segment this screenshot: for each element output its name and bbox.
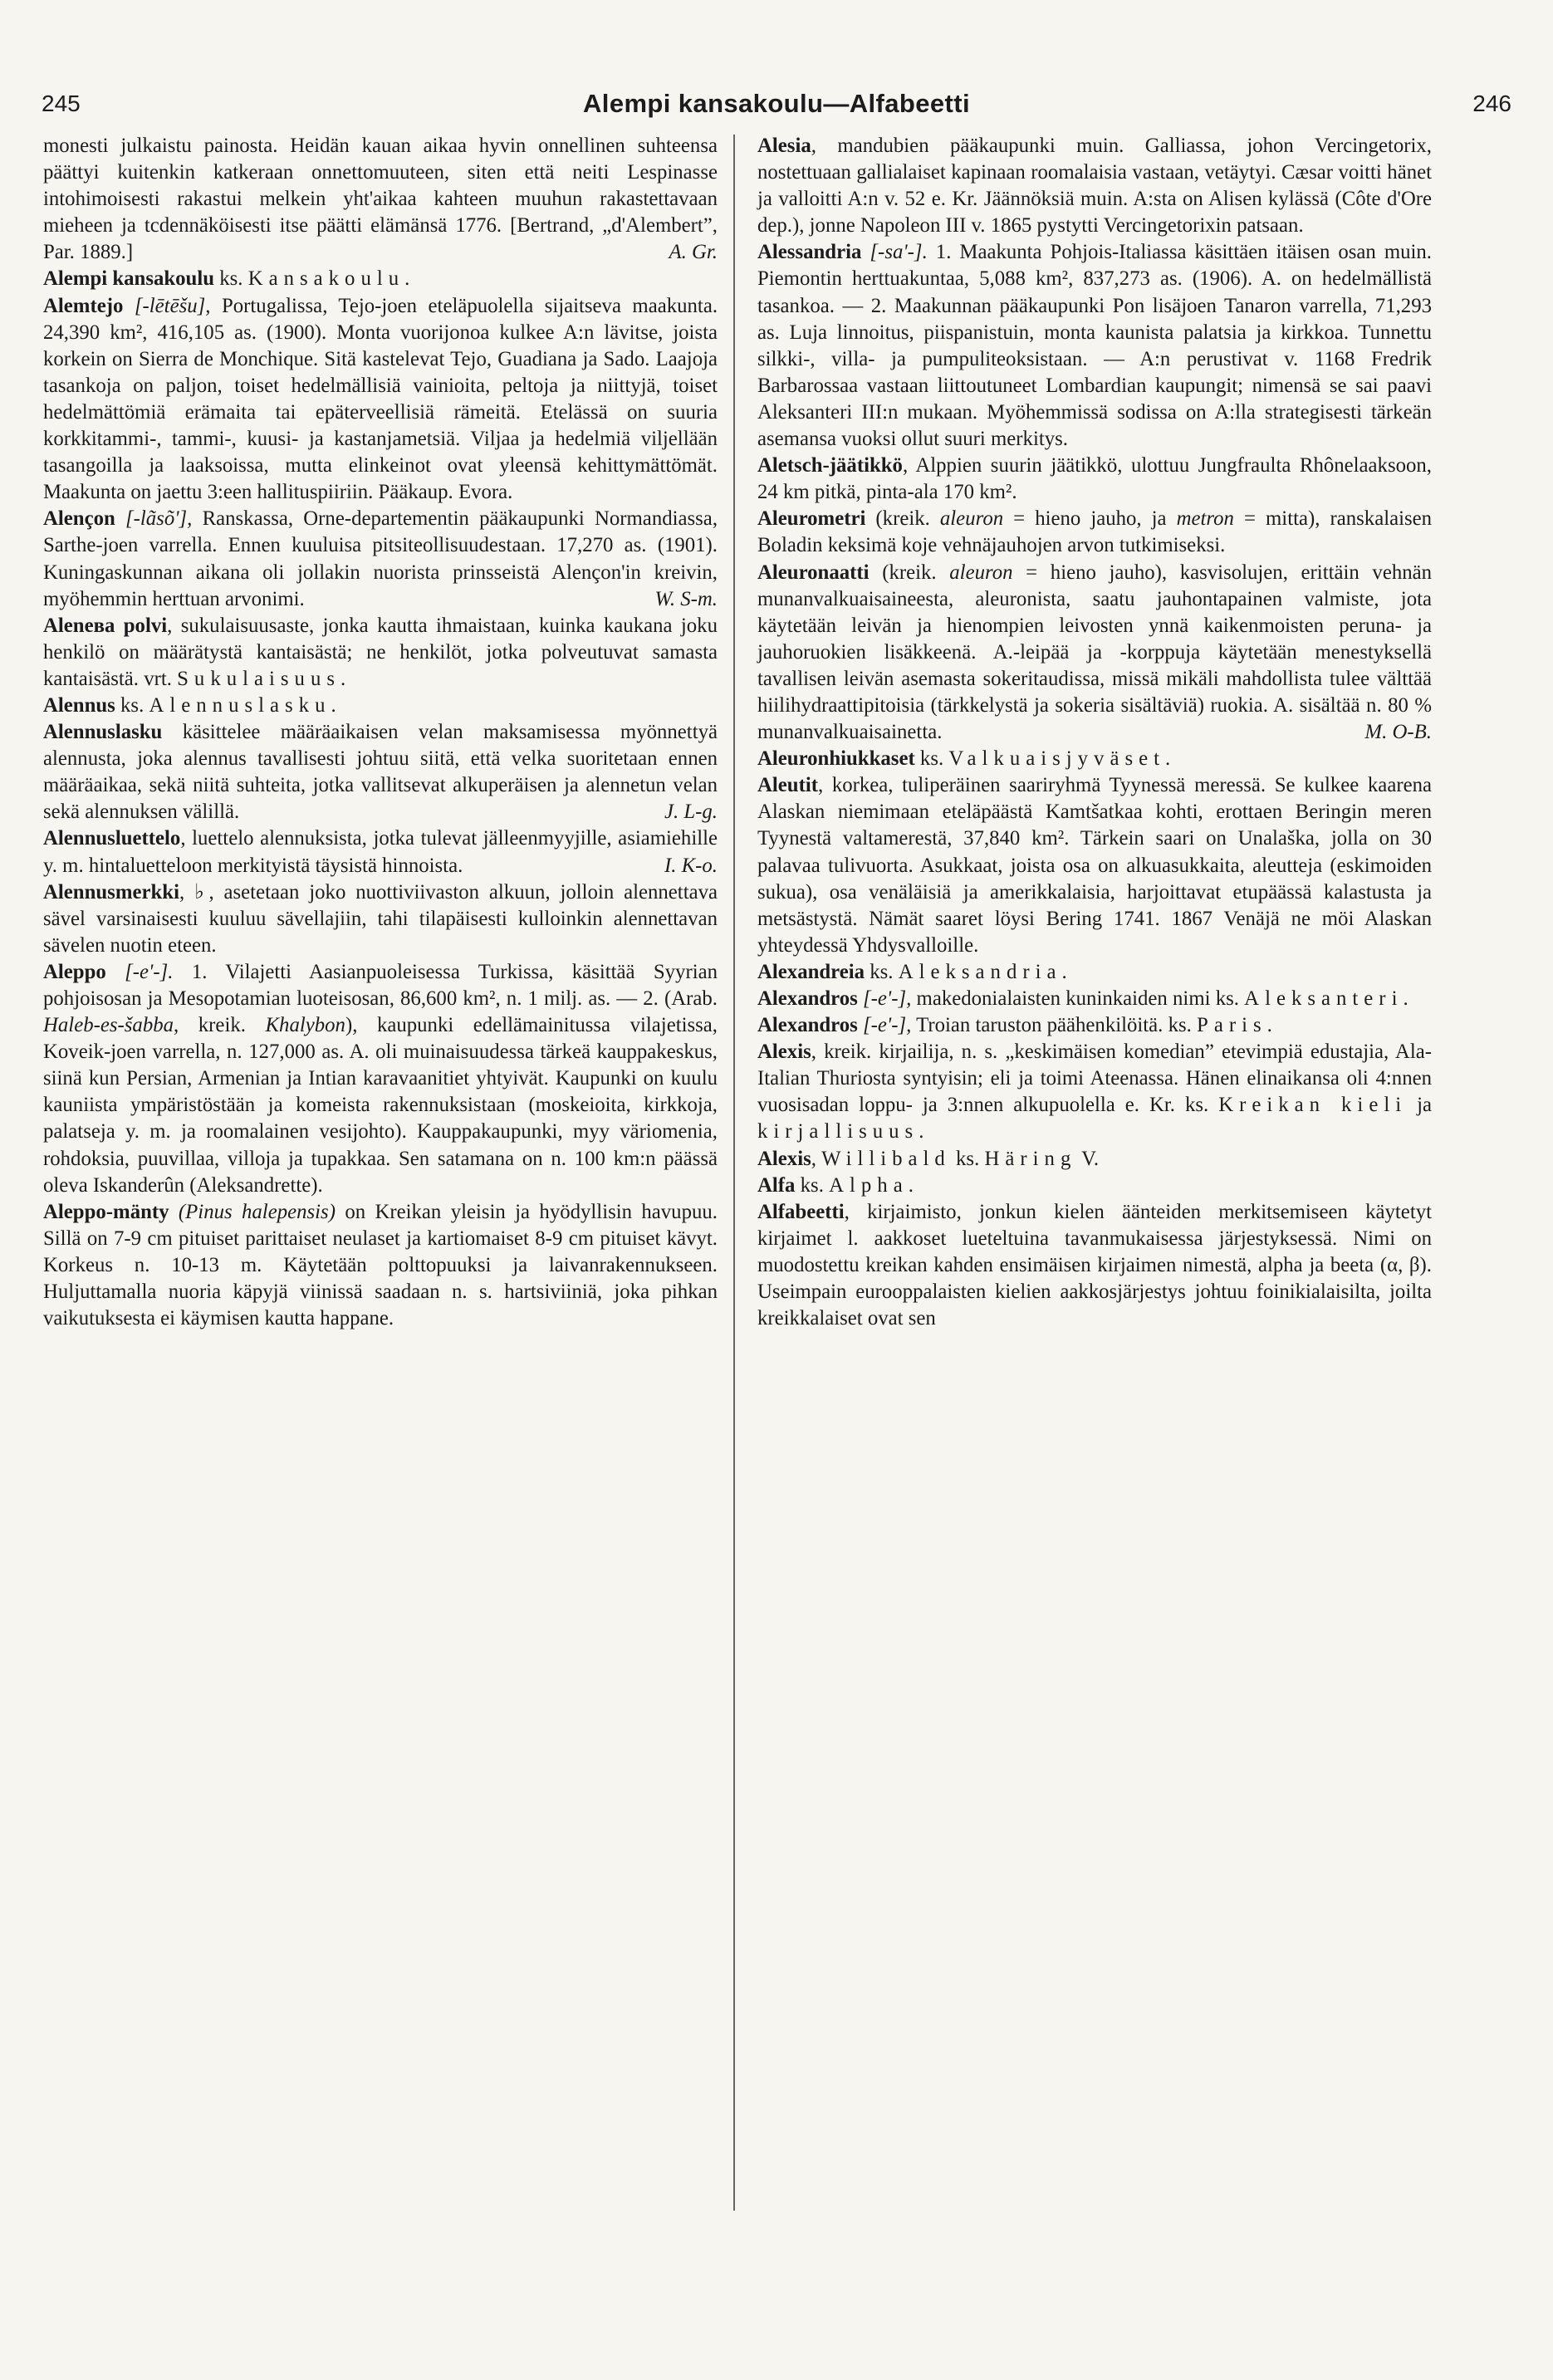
latin-name: (Pinus halepensis) (178, 1200, 336, 1223)
cross-reference: Alpha. (829, 1173, 919, 1197)
cross-reference: Kreikan kieli (1218, 1094, 1408, 1117)
entry-text: on Kreikan yleisin ja hyödyllisin havupuu. Sillä on 7-9 cm pituiset parittaiset neulaset ja kartiomaiset 8-9 cm pituiset kävyt. Korkeus n. 10-13 m. Käytetään polttopuuksi ja laivanrakennukseen. Huljuttamalla nuoria käpyjä viinissä saadaan n. s. hartsiviiniä, joka pihkan vaikutuksesta ei käymisen kautta happane. (43, 1200, 718, 1330)
entry-aleuronhiukkaset: Aleuronhiukkaset ks. Valkuaisjyväset. (757, 747, 1177, 771)
author-signature: M. O-B. (1364, 721, 1432, 744)
entry-alfa: Alfa ks. Alpha. (757, 1173, 919, 1197)
headword: Aletsch-jäätikkö (757, 454, 903, 477)
headword: Aleutit (757, 774, 818, 797)
entry-aleutit: Aleutit, korkea, tuliperäinen saariryhmä Tyynessä meressä. Se kulkee kaarena Alaskan niemimaan eteläpäästä Kamtšatkaa kohti, erottaen Beringin meren Tyynestä valtamerestä, 37,840 km². Tärkein saari on Unalaška, jolla on 30 palavaa tulivuorta. Asukkaat, joista osa on alkuasukkaita, aleutteja (eskimoiden sukua), osa venäläisiä ja amerikkalaisia, harjoittavat etupäässä kalastusta ja metsästystä. Nämät saaret löysi Bering 1741. 1867 Venäjä ne möi Alaskan yhteydessä Yhdysvalloille. (757, 774, 1432, 957)
headword: Alfabeetti (757, 1200, 845, 1223)
headword: Alesia (757, 135, 811, 157)
headword: Alemtejo (43, 294, 124, 317)
entry-text: Portugalissa, Tejo-joen eteläpuolella sijaitseva maakunta. 24,390 km², 416,105 as. (1900). Monta vuorijonoa kulkee A:n lävitse, joista korkein on Sierra de Monchique. Sitä kastelevat Tejo, Guadiana ja Sado. Laajoja tasankoja on paljon, toiset hedelmällisiä vainioita, peltoja ja niittyjä, toiset hedelmättömiä erämaita tai epäterveellisiä rämeitä. Etelässä on suuria korkkitammi-, tammi-, kuusi- ja kastanjametsiä. Viljaa ja hedelmiä viljellään tasangoilla ja laaksoissa, mutta elinkeinot ovat yleensä kehittymättömät. Maakunta on jaettu 3:een hallituspiiriin. Pääkaup. Evora. (43, 294, 718, 504)
headword: Alexis (757, 1147, 811, 1170)
headword: Alessandria (757, 241, 862, 264)
author-signature: I. K-o. (664, 854, 718, 877)
entry-alfabeetti: Alfabeetti, kirjaimisto, jonkun kielen äänteiden merkitsemiseen käytetyt kirjaimet l. aakkoset lueteltuina tavanmukaisessa järjestyksessä. Nimi on muodostettu kreikan kahden ensimäisen kirjaimen nimestä, alpha ja beeta (α, β). Useimpain eurooppalaisten kielien aakkosjärjestys johtuu foinikialaisilta, joilta kreikkalaiset ovat sen (757, 1200, 1432, 1330)
cross-reference: Aleksandria. (898, 960, 1073, 983)
entry-text: Ranskassa, Orne-departementin pääkaupunki Normandiassa, Sarthe-joen varrella. Ennen kuuluisa pitsiteollisuudestaan. 17,270 as. (1901). Kuningaskunnan aikana oli jollakin nuorista prinsseistä Alençon'in kreivin, myöhemmin herttuan arvonimi. (43, 507, 718, 610)
entry-text: käsittelee määräaikaisen velan maksamisessa myönnettyä alennusta, joka alennus tavallisesti johtuu siitä, että velka suoritetaan ennen määräaikaa, sekä niitä suhteita, jotka vallitsevat alkuperäisen ja alennetun velan sekä alennuksen välillä. (43, 721, 718, 824)
headword: Alexis (757, 1041, 811, 1064)
left-column (43, 133, 718, 1332)
entry-alexandros-2: Alexandros [-e'-], Troian taruston päähenkilöitä. ks. Paris. (757, 1014, 1278, 1037)
entry-alexandros-1: Alexandros [-e'-], makedonialaisten kuninkaiden nimi ks. Aleksanteri. (757, 987, 1414, 1010)
cross-reference: Häring (984, 1147, 1077, 1170)
left-page-number: 245 (42, 91, 81, 116)
pronunciation: [-e'-], (863, 1014, 912, 1037)
column-divider (733, 135, 735, 2211)
entry-text: kirjaimisto, jonkun kielen äänteiden merkitsemiseen käytetyt kirjaimet l. aakkoset lueteltuina tavanmukaisessa järjestyksessä. Nimi on muodostettu kreikan kahden ensimäisen kirjaimen nimestä, alpha ja beeta (α, β). Useimpain eurooppalaisten kielien aakkosjärjestys johtuu foinikialaisilta, joilta kreikkalaiset ovat sen (757, 1200, 1432, 1330)
entry-alennusmerkki: Alennusmerkki, ♭, asetetaan joko nuottiviivaston alkuun, jolloin alennettava sävel varsinaisesti kuuluu sävellajiin, tahi tilapäisesti kulloinkin alennettavan sävelen nuotin eteen. (43, 880, 718, 957)
headword: Alempi kansakoulu (43, 267, 215, 291)
headword: Alexandros (757, 987, 858, 1010)
cross-reference: Sukulaisuus. (177, 667, 352, 690)
entry-alexis: Alexis, kreik. kirjailija, n. s. „keskimäisen komedian” etevimpiä edustajia, Ala-Italian Thuriosta syntyisin; eli ja toimi Ateenassa. Hänen elinaikansa oli 4:nnen vuosisadan loppu- ja 3:nnen alkupuolella e. Kr. ks. Kreikan kieli ja kirjallisuus. (757, 1041, 1432, 1143)
entry-alessandria (757, 239, 1432, 453)
headword: Aleuronaatti (757, 561, 870, 584)
cross-reference: Paris. (1197, 1014, 1278, 1037)
pronunciation: [-lãsõ'], (125, 507, 193, 531)
cross-reference: kirjallisuus. (757, 1120, 930, 1143)
entry-text: kreik. kirjailija, n. s. „keskimäisen komedian” etevimpiä edustajia, Ala-Italian Thuriosta syntyisin; eli ja toimi Ateenassa. Hänen elinaikansa oli 4:nnen vuosisadan loppu- ja 3:nnen alkupuolella e. Kr. ks. (757, 1041, 1432, 1117)
entry-alennusluettelo: Alennusluettelo, luettelo alennuksista, jotka tulevat jälleenmyyjille, asiamiehille y. m. hintaluetteloon merkityistä täysistä hinnoista. I. K-o. (43, 825, 718, 879)
headword: Alenева polvi (43, 614, 168, 637)
cross-reference: Kansakoulu. (247, 267, 416, 291)
running-title: Alempi kansakoulu—Alfabeetti (583, 89, 970, 118)
entry-aleuronaatti: Aleuronaatti (kreik. aleuron = hieno jauho), kasvisolujen, erittäin vehnän munanvalkuaisaineesta, aleuronista, saatu jauhontapainen valmiste, jota käytetään leivän ja hienompien leivosten ynnä kaikenmoisten peruna- ja jauhoruokien lisäkkeenä. A.-leipää ja -korppuja käytetään menestyksellä tavallisen leivän asemasta sokeritaudissa, missä mikäli mahdollista tulee välttää hiilihydraattipitoisia (tärkkelystä ja sokeria sisältäviä) ruokia. A. sisältää n. 80 % munanvalkuaisainetta. M. O-B. (757, 560, 1432, 747)
right-column (757, 133, 1432, 1332)
pronunciation: [-lētēšu], (134, 294, 211, 317)
entry-text: Alppien suurin jäätikkö, ulottuu Jungfraulta Rhônelaaksoon, 24 km pitkä, pinta-ala 170 km². (757, 454, 1432, 504)
cross-reference: Alennuslasku. (149, 693, 342, 717)
pronunciation: [-sa'-]. (870, 241, 928, 264)
entry-aleurometri: Aleurometri (kreik. aleuron = hieno jauho, ja metron = mitta), ranskalaisen Boladin keksimä koje vehnäjauhojen arvon tutkimiseksi. (757, 507, 1433, 557)
cross-reference: Aleksanteri. (1244, 987, 1414, 1010)
headword: Alençon (43, 507, 115, 531)
headword: Alexandreia (757, 960, 865, 983)
cross-reference: Valkuaisjyväset. (948, 747, 1177, 771)
headword: Aleppo-mänty (43, 1200, 169, 1223)
headword: Alennuslasku (43, 721, 163, 744)
headword: Alexandros (757, 1014, 858, 1037)
entry-aleppo-manty (43, 1199, 718, 1332)
entry-alemtejo (43, 293, 718, 507)
headword: Alfa (757, 1173, 796, 1197)
entry-alencon (43, 506, 718, 612)
entry-alexis-willibald: Alexis, Willibald ks. Häring V. (757, 1147, 1100, 1170)
entry-alennuslasku (43, 719, 718, 825)
right-page-number: 246 (1472, 91, 1511, 116)
entry-alexandreia: Alexandreia ks. Aleksandria. (757, 960, 1073, 983)
entry-text: ♭, asetetaan joko nuottiviivaston alkuun, jolloin alennettava sävel varsinaisesti kuuluu sävellajiin, tahi tilapäisesti kulloinkin alennettavan sävelen nuotin eteen. (43, 880, 718, 957)
entry-alesia: Alesia, mandubien pääkaupunki muin. Galliassa, johon Vercingetorix, nostettuaan gallialaiset kapinaan roomalaisia vastaan, vetäytyi. Cæsar voitti hänet ja valloitti A:n v. 52 e. Kr. Jäännöksiä muin. A:sta on Alisen kylässä (Côte d'Ore dep.), jonne Napoleon III v. 1865 pystytti Vercingetorixin patsaan. (757, 135, 1432, 238)
headword: Aleuronhiukkaset (757, 747, 915, 771)
pronunciation: [-e'-], (863, 987, 912, 1010)
headword: Alennus (43, 693, 115, 717)
author-signature: J. L-g. (664, 801, 718, 824)
entry-alempi-kansakoulu: Alempi kansakoulu ks. Kansakoulu. (43, 267, 416, 291)
entry-aleppo: Aleppo [-e'-]. 1. Vilajetti Aasianpuoleisessa Turkissa, käsittää Syyrian pohjoisosan ja Mesopotamian luoteisosan, 86,600 km², n. 1 milj. as. — 2. (Arab. Haleb-es-šabba, kreik. Khalybon), kaupunki edellämainitussa vilajetissa, Koveik-joen varrella, n. 127,000 as. A. oli muinaisuudessa tärkeä kauppakeskus, siinä kun Persian, Armenian ja Intian karavaanitiet yhtyivät. Kaupunki on kuulu kauniista ympäristöstään ja komeista rakennuksistaan (moskeioita, kirkkoja, palatseja y. m. ja roomalainen vesijohto). Kauppakaupunki, myy väriomenia, rohdoksia, puuvillaa, villoja ja tupakkaa. Sen satamana on n. 100 km:n päässä oleva Iskanderûn (Aleksandrette). (43, 960, 718, 1197)
author-signature: W. S-m. (654, 587, 718, 610)
headword: Alennusluettelo (43, 827, 181, 850)
entry-alenева-polvi: Alenева polvi, sukulaisuusaste, jonka kautta ihmaistaan, kuinka kaukana joku henkilö on määrätystä kantaisästä; ne henkilöt, jotka polveutuvat samasta kantaisästä. vrt. Sukulaisuus. (43, 614, 718, 690)
headword: Alennusmerkki (43, 880, 179, 904)
entry-alennus: Alennus ks. Alennuslasku. (43, 693, 342, 717)
pronunciation: [-e'-]. (125, 960, 174, 983)
entry-dalembert-continuation (43, 133, 718, 266)
headword: Aleppo (43, 960, 106, 983)
entry-text: luettelo alennuksista, jotka tulevat jälleenmyyjille, asiamiehille y. m. hintaluetteloon merkityistä täysistä hinnoista. (43, 827, 718, 877)
entry-aletsch: Aletsch-jäätikkö, Alppien suurin jäätikkö, ulottuu Jungfraulta Rhônelaaksoon, 24 km pitkä, pinta-ala 170 km². (757, 454, 1432, 504)
entry-text: sukulaisuusaste, jonka kautta ihmaistaan, kuinka kaukana joku henkilö on määrätystä kantaisästä; ne henkilöt, jotka polveutuvat samasta kantaisästä. vrt. (43, 614, 718, 690)
entry-text: monesti julkaistu painosta. Heidän kauan aikaa hyvin onnellinen suhteensa päättyi kuitenkin katkeraan onnettomuuteen, siten että neiti Lespinasse intohimoisesti rakastui melkein yht'aikaa kahteen muuhun rakastettavaan mieheen ja tcdennäköisesti itse päätti elämänsä 1776. [Bertrand, „d'Alembert”, Par. 1889.] (43, 135, 718, 264)
author-signature: A. Gr. (669, 241, 718, 264)
entry-text: mandubien pääkaupunki muin. Galliassa, johon Vercingetorix, nostettuaan gallialaiset kapinaan roomalaisia vastaan, vetäytyi. Cæsar voitti hänet ja valloitti A:n v. 52 e. Kr. Jäännöksiä muin. A:sta on Alisen kylässä (Côte d'Ore dep.), jonne Napoleon III v. 1865 pystytti Vercingetorixin patsaan. (757, 135, 1432, 238)
running-header (42, 83, 1511, 125)
entry-text: korkea, tuliperäinen saariryhmä Tyynessä meressä. Se kulkee kaarena Alaskan niemimaan eteläpäästä Kamtšatkaa kohti, erottaen Beringin meren Tyynestä valtamerestä, 37,840 km². Tärkein saari on Unalaška, jolla on 30 palavaa tulivuorta. Asukkaat, joista osa on alkuasukkaita, aleutteja (eskimoiden sukua), osa venäläisiä ja amerikkalaisia, harjoittavat etupäässä kalastusta ja metsästystä. Nämät saaret löysi Bering 1741. 1867 Venäjä ne möi Alaskan yhteydessä Yhdysvalloille. (757, 774, 1432, 957)
headword: Aleurometri (757, 507, 866, 531)
entry-text: 1. Maakunta Pohjois-Italiassa käsittäen itäisen osan muin. Piemontin herttuakuntaa, 5,088 km², 837,273 as. (1906). A. on hedelmällistä tasankoa. — 2. Maakunnan pääkaupunki Pon lisäjoen Tanaron varrella, 71,293 as. Luja linnoitus, piispanistuin, monta kaunista palatsia ja kirkkoa. Tunnettu silkki-, villa- ja pumpuliteoksistaan. — A:n perustivat v. 1168 Fredrik Barbarossaa vastaan liittoutuneet Lombardian kaupungit; nimensä se sai paavi Aleksanteri III:n mukaan. Myöhemmissä sodissa on A:lla strategisesti tärkeän asemansa vuoksi ollut suuri merkitys. (757, 241, 1432, 451)
